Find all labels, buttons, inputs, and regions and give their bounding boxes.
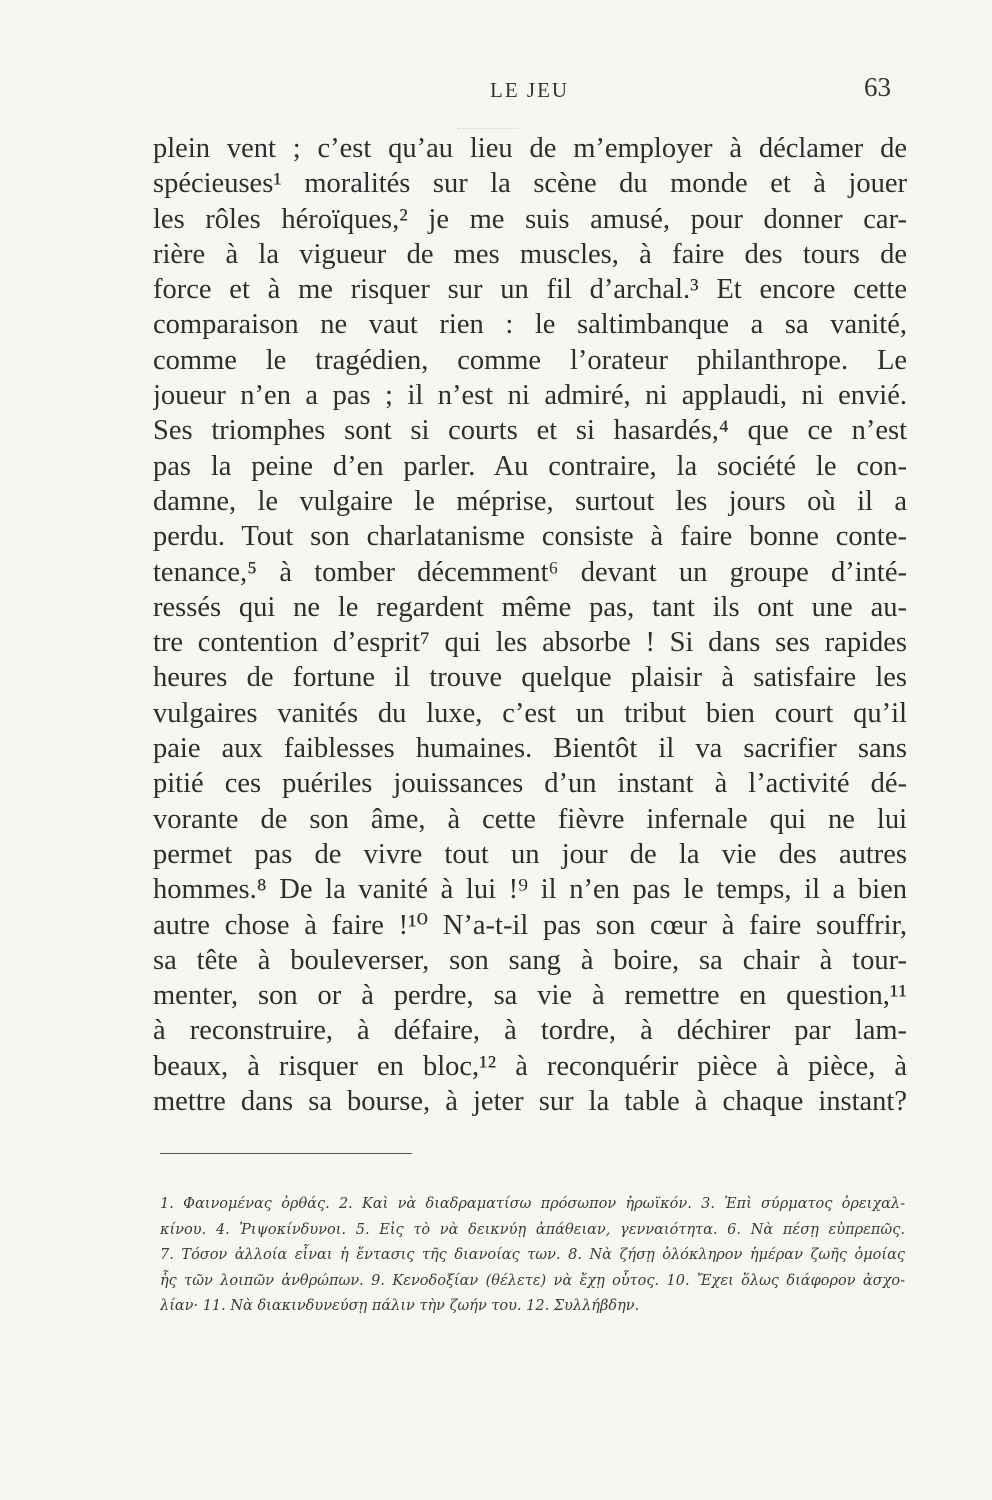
text-line: spécieuses¹ moralités sur la scène du monde et à jouer [153,168,907,200]
text-line: comme le tragédien, comme l’orateur philanthrope. Le [153,344,907,376]
text-line: vorante de son âme, à cette fièvre infernale qui ne lui [153,803,907,835]
text-line: pitié ces puériles jouissances d’un instant à l’activité dé- [153,768,907,800]
text-line: ressés qui ne le regardent même pas, tant ils ont une au- [153,591,907,623]
text-line: à reconstruire, à défaire, à tordre, à déchirer par lam- [153,1015,907,1047]
text-line: heures de fortune il trouve quelque plaisir à satisfaire les [153,662,907,694]
text-line: paie aux faiblesses humaines. Bientôt il va sacrifier sans [153,733,907,765]
footnote-line: λίαν· 11. Νὰ διακινδυνεύσῃ πάλιν τὴν ζωήν του. 12. Συλλήβδην. [160,1298,640,1314]
text-line: force et à me risquer sur un fil d’archal.³ Et encore cette [153,274,907,306]
text-line: hommes.⁸ De la vanité à lui !⁹ il n’en pas le temps, il a bien [153,874,907,906]
text-line: autre chose à faire !¹⁰ N’a-t-il pas son cœur à faire souffrir, [153,909,907,941]
main-text [153,131,907,1119]
page-number: 63 [864,72,891,102]
text-line: rière à la vigueur de mes muscles, à faire des tours de [153,238,907,270]
footnote-line: ἧς τῶν λοιπῶν ἀνθρώπων. 9. Κενοδοξίαν (θέλετε) νὰ ἔχῃ οὗτος. 10. Ἔχει ὅλως διάφορον ἀσχο- [160,1272,905,1289]
footnotes [160,1192,905,1320]
text-line: tre contention d’esprit⁷ qui les absorbe ! Si dans ses rapides [153,627,907,659]
footnote-line: κίνου. 4. Ῥιψοκίνδυνοι. 5. Εἰς τὸ νὰ δεικνύῃ ἀπάθειαν, γενναιότητα. 6. Νὰ πέσῃ εὐπρεπῶς. [160,1221,905,1238]
text-line: menter, son or à perdre, sa vie à remettre en question,¹¹ [153,980,907,1012]
text-line: mettre dans sa bourse, à jeter sur la table à chaque instant? [153,1086,907,1118]
footnote-line: 1. Φαινομένας ὀρθάς. 2. Καὶ νὰ διαδραματίσω πρόσωπον ἡρωϊκόν. 3. Ἐπὶ σύρματος ὀρειχαλ- [160,1196,905,1212]
text-line: comparaison ne vaut rien : le saltimbanque a sa vanité, [153,309,907,341]
text-line: damne, le vulgaire le méprise, surtout les jours où il a [153,485,907,517]
running-title: LE JEU [490,78,570,102]
text-line: sa tête à bouleverser, son sang à boire, sa chair à tour- [153,944,907,976]
text-line: vulgaires vanités du luxe, c’est un tribut bien court qu’il [153,697,907,729]
text-line: les rôles héroïques,² je me suis amusé, pour donner car- [153,203,907,235]
text-line: Ses triomphes sont si courts et si hasardés,⁴ que ce n’est [153,415,907,447]
text-line: pas la peine d’en parler. Au contraire, la société le con- [153,450,907,482]
text-line: plein vent ; c’est qu’au lieu de m’employer à déclamer de [153,133,907,164]
footnote-separator [160,1153,412,1154]
text-line: perdu. Tout son charlatanisme consiste à faire bonne conte- [153,521,907,553]
footnote-line: 7. Τόσον ἀλλοία εἶναι ἡ ἔντασις τῆς διανοίας των. 8. Νὰ ζήσῃ ὁλόκληρον ἡμέραν ζωῆς ὁμοίας [160,1247,905,1263]
text-line: permet pas de vivre tout un jour de la vie des autres [153,838,907,870]
text-line: joueur n’en a pas ; il n’est ni admiré, ni applaudi, ni envié. [153,380,907,412]
text-line: beaux, à risquer en bloc,¹² à reconquérir pièce à pièce, à [153,1050,907,1082]
text-line: tenance,⁵ à tomber décemment⁶ devant un groupe d’inté- [153,556,907,588]
